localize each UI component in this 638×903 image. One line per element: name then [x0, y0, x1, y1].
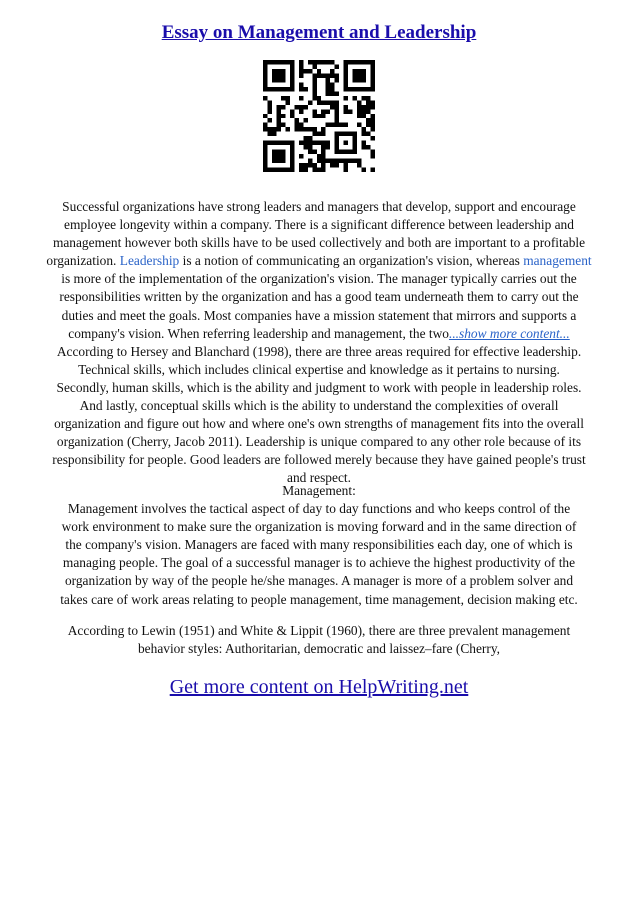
- text-line: [0, 307, 638, 325]
- text-line: Management involves the tactical aspect of day to day functions and who keeps control of the: [67, 501, 571, 517]
- keyword-link[interactable]: management: [523, 253, 592, 269]
- text-segment: organization and figure out how and where one's own strengths of management fits into the overall: [54, 416, 584, 432]
- text-line: organization by way of the people he/she manages. A manager is more of a problem solver and: [64, 573, 574, 589]
- get-more-content-link[interactable]: Get more content on HelpWriting.net: [169, 676, 469, 698]
- text-segment: employee longevity within a company. There is a significant difference between leadership and: [64, 217, 574, 233]
- text-line: the company's vision. Managers are faced with many responsibilities each day, one of which is: [65, 537, 573, 553]
- text-segment: organization (Cherry, Jacob 2011). Leadership is unique compared to any other role because of its: [56, 434, 582, 450]
- text-segment: responsibility for people. Good leaders are followed merely because they have gained people's trust: [52, 452, 586, 468]
- text-line: According to Lewin (1951) and White & Lippit (1960), there are three prevalent management: [67, 623, 571, 638]
- text-line: [0, 234, 638, 252]
- text-line: [0, 343, 638, 361]
- text-line: [0, 361, 638, 379]
- section-heading: Management:: [282, 483, 356, 498]
- document-title[interactable]: Essay on Management and Leadership: [161, 22, 477, 43]
- text-segment: company's vision. When referring leadership and management, the two: [68, 325, 449, 341]
- text-line: [0, 216, 638, 234]
- text-line: behavior styles: Authoritarian, democratic and laissez–fare (Cherry,: [137, 641, 501, 657]
- text-line: [0, 288, 638, 306]
- text-segment: is more of the implementation of the organization's vision. The manager typically carries out the: [61, 271, 577, 287]
- text-line: [0, 397, 638, 415]
- text-line: work environment to make sure the organization is moving forward and in the same direction of: [61, 519, 577, 535]
- text-segment: is a notion of communicating an organization's vision, whereas: [179, 253, 524, 269]
- text-line: [0, 198, 638, 216]
- paragraph-intro: [0, 198, 638, 488]
- qr-code-icon: [263, 60, 375, 172]
- text-segment: duties and meet the goals. Most companies have a mission statement that mirrors and supports a: [61, 307, 577, 323]
- text-line: [0, 415, 638, 433]
- text-segment: management however both skills have to be used collectively and both are important to a profitable: [52, 235, 586, 251]
- text-line: [0, 379, 638, 397]
- text-segment: And lastly, conceptual skills which is the ability to understand the complexities of overall: [79, 398, 559, 414]
- text-segment: and respect.: [287, 470, 351, 486]
- text-line: [0, 451, 638, 469]
- text-segment: Secondly, human skills, which is the ability and judgment to work with people in leadership roles.: [56, 379, 582, 395]
- text-line: takes care of work areas relating to people management, time management, decision making etc.: [60, 591, 578, 607]
- text-segment: Successful organizations have strong leaders and managers that develop, support and encourage: [62, 199, 576, 214]
- text-line: [0, 270, 638, 288]
- text-line: [0, 252, 638, 270]
- text-segment: Technical skills, which includes clinical expertise and knowledge as it pertains to nursing.: [78, 361, 560, 377]
- keyword-link[interactable]: Leadership: [119, 253, 180, 269]
- text-segment: responsibilities written by the organization and has a good team underneath them to carry out the: [59, 289, 579, 305]
- show-more-link[interactable]: ...show more content...: [448, 325, 570, 341]
- text-line: [0, 433, 638, 451]
- text-line: managing people. The goal of a successful manager is to achieve the highest productivity of the: [62, 555, 576, 571]
- text-segment: organization.: [46, 253, 120, 269]
- text-segment: According to Hersey and Blanchard (1998), there are three areas required for effective leadership.: [56, 343, 582, 359]
- paragraph-behavior-styles: [0, 622, 638, 658]
- text-line: [0, 325, 638, 343]
- paragraph-management: [0, 482, 638, 609]
